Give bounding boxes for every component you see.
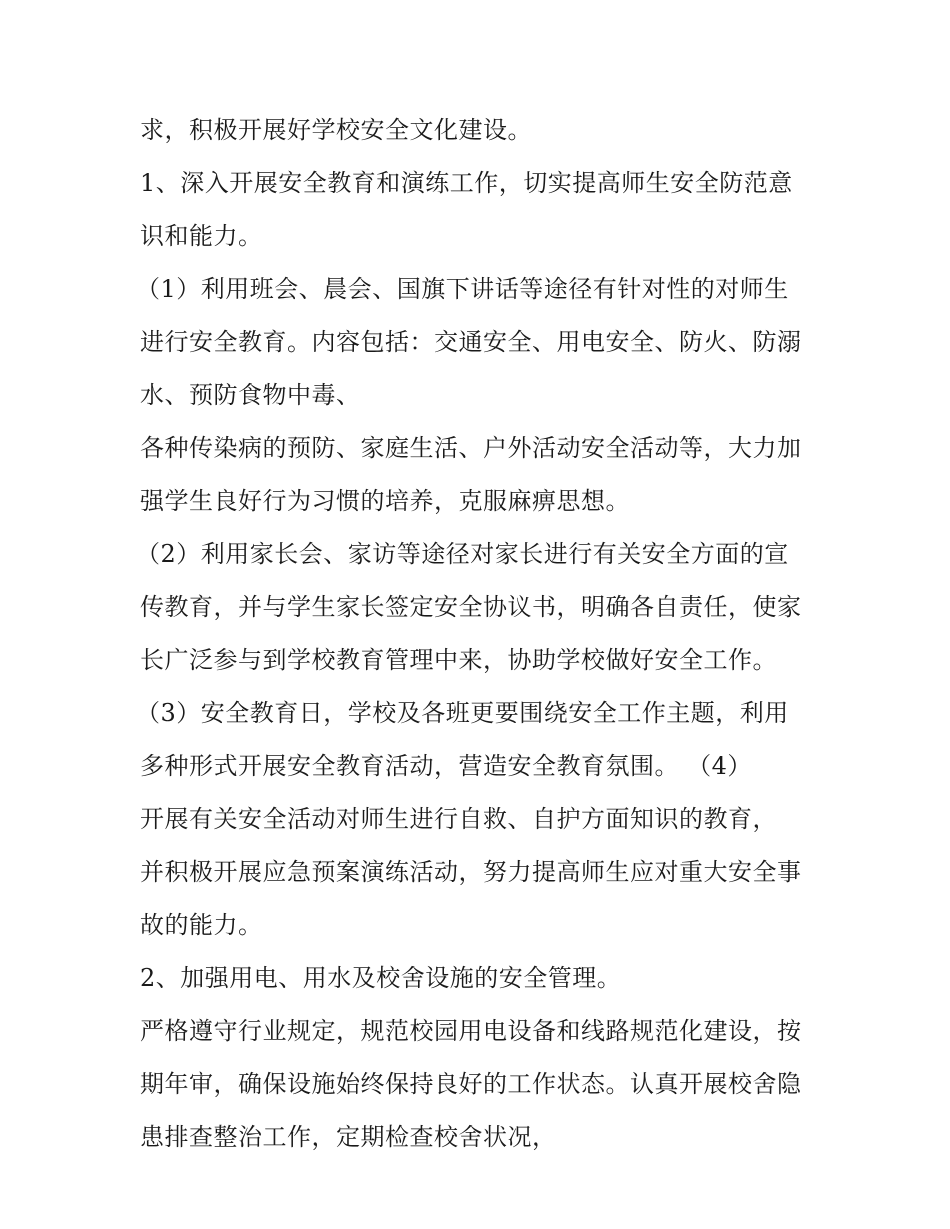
text-line: 多种形式开展安全教育活动，营造安全教育氛围。 （4） — [140, 752, 752, 780]
text-line: 强学生良好行为习惯的培养，克服麻痹思想。 — [140, 487, 630, 515]
text-line: （1）利用班会、晨会、国旗下讲话等途径有针对性的对师生 — [136, 275, 789, 303]
text-line: 各种传染病的预防、家庭生活、户外活动安全活动等，大力加 — [140, 434, 802, 462]
text-line: 水、预防食物中毒、 — [140, 381, 361, 409]
text-line: （3）安全教育日，学校及各班更要围绕安全工作主题，利用 — [136, 699, 789, 727]
text-line: 并积极开展应急预案演练活动，努力提高师生应对重大安全事 — [140, 858, 802, 886]
text-line: 故的能力。 — [140, 911, 263, 939]
text-line: 1、深入开展安全教育和演练工作，切实提高师生安全防范意 — [140, 169, 793, 197]
text-line: 开展有关安全活动对师生进行自救、自护方面知识的教育， — [140, 805, 777, 833]
text-line: 严格遵守行业规定，规范校园用电设备和线路规范化建设，按 — [140, 1017, 802, 1045]
text-line: 患排查整治工作，定期检查校舍状况， — [140, 1123, 557, 1151]
text-line: 识和能力。 — [140, 222, 263, 250]
text-line: 传教育，并与学生家长签定安全协议书，明确各自责任，使家 — [140, 593, 802, 621]
text-line: 期年审，确保设施始终保持良好的工作状态。认真开展校舍隐 — [140, 1070, 802, 1098]
text-line: 求，积极开展好学校安全文化建设。 — [140, 116, 532, 144]
text-line: 2、加强用电、用水及校舍设施的安全管理。 — [140, 964, 622, 992]
text-line: 进行安全教育。内容包括：交通安全、用电安全、防火、防溺 — [140, 328, 802, 356]
document-body — [136, 110, 830, 1170]
text-line: （2）利用家长会、家访等途径对家长进行有关安全方面的宣 — [136, 540, 789, 568]
text-line: 长广泛参与到学校教育管理中来，协助学校做好安全工作。 — [140, 646, 777, 674]
